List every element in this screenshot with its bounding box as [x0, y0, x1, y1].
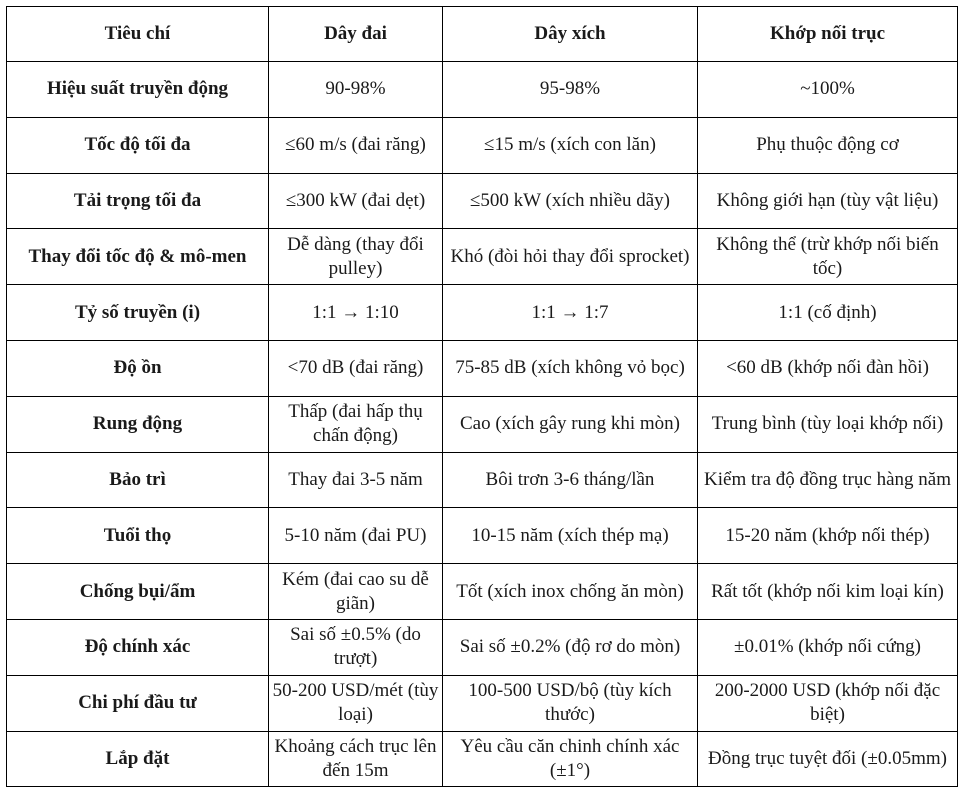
- table-row: [7, 285, 958, 341]
- table-row: [7, 229, 958, 285]
- table-row: [7, 340, 958, 396]
- criterion-cell: Lắp đặt: [7, 731, 269, 787]
- coupling-cell: Phụ thuộc động cơ: [698, 117, 958, 173]
- coupling-cell: Trung bình (tùy loại khớp nối): [698, 396, 958, 452]
- belt-cell: Thay đai 3-5 năm: [269, 452, 443, 508]
- criterion-cell: Rung động: [7, 396, 269, 452]
- chain-cell: Khó (đòi hỏi thay đổi sprocket): [443, 229, 698, 285]
- criterion-cell: Bảo trì: [7, 452, 269, 508]
- chain-cell: Yêu cầu căn chinh chính xác (±1°): [443, 731, 698, 787]
- coupling-cell: Rất tốt (khớp nối kim loại kín): [698, 564, 958, 620]
- chain-cell: ≤500 kW (xích nhiều dãy): [443, 173, 698, 229]
- chain-cell: 75-85 dB (xích không vỏ bọc): [443, 340, 698, 396]
- chain-cell: 10-15 năm (xích thép mạ): [443, 508, 698, 564]
- chain-cell: 1:1 → 1:7: [443, 285, 698, 341]
- coupling-cell: Đồng trục tuyệt đối (±0.05mm): [698, 731, 958, 787]
- criterion-cell: Tải trọng tối đa: [7, 173, 269, 229]
- belt-cell: Sai số ±0.5% (do trượt): [269, 619, 443, 675]
- belt-cell: Dễ dàng (thay đổi pulley): [269, 229, 443, 285]
- coupling-cell: ~100%: [698, 62, 958, 118]
- header-chain: Dây xích: [443, 7, 698, 62]
- coupling-cell: <60 dB (khớp nối đàn hồi): [698, 340, 958, 396]
- criterion-cell: Độ ồn: [7, 340, 269, 396]
- belt-cell: ≤60 m/s (đai răng): [269, 117, 443, 173]
- criterion-cell: Thay đổi tốc độ & mô-men: [7, 229, 269, 285]
- chain-cell: 100-500 USD/bộ (tùy kích thước): [443, 675, 698, 731]
- coupling-cell: 15-20 năm (khớp nối thép): [698, 508, 958, 564]
- chain-cell: Bôi trơn 3-6 tháng/lần: [443, 452, 698, 508]
- chain-cell: Tốt (xích inox chống ăn mòn): [443, 564, 698, 620]
- chain-cell: ≤15 m/s (xích con lăn): [443, 117, 698, 173]
- header-criterion: Tiêu chí: [7, 7, 269, 62]
- criterion-cell: Chi phí đầu tư: [7, 675, 269, 731]
- table-row: [7, 396, 958, 452]
- table-row: [7, 564, 958, 620]
- belt-cell: ≤300 kW (đai dẹt): [269, 173, 443, 229]
- chain-cell: Sai số ±0.2% (độ rơ do mòn): [443, 619, 698, 675]
- belt-cell: 1:1 → 1:10: [269, 285, 443, 341]
- chain-cell: Cao (xích gây rung khi mòn): [443, 396, 698, 452]
- belt-cell: 50-200 USD/mét (tùy loại): [269, 675, 443, 731]
- belt-cell: Kém (đai cao su dễ giãn): [269, 564, 443, 620]
- table-row: [7, 117, 958, 173]
- criterion-cell: Tỷ số truyền (i): [7, 285, 269, 341]
- table-row: [7, 173, 958, 229]
- table-row: [7, 675, 958, 731]
- belt-cell: <70 dB (đai răng): [269, 340, 443, 396]
- coupling-cell: Kiểm tra độ đồng trục hàng năm: [698, 452, 958, 508]
- table-row: [7, 452, 958, 508]
- belt-cell: Thấp (đai hấp thụ chấn động): [269, 396, 443, 452]
- header-belt: Dây đai: [269, 7, 443, 62]
- belt-cell: 90-98%: [269, 62, 443, 118]
- table-row: [7, 731, 958, 787]
- table-row: [7, 62, 958, 118]
- criterion-cell: Tuổi thọ: [7, 508, 269, 564]
- belt-cell: 5-10 năm (đai PU): [269, 508, 443, 564]
- criterion-cell: Tốc độ tối đa: [7, 117, 269, 173]
- table-row: [7, 508, 958, 564]
- coupling-cell: Không giới hạn (tùy vật liệu): [698, 173, 958, 229]
- coupling-cell: 200-2000 USD (khớp nối đặc biệt): [698, 675, 958, 731]
- belt-cell: Khoảng cách trục lên đến 15m: [269, 731, 443, 787]
- criterion-cell: Hiệu suất truyền động: [7, 62, 269, 118]
- coupling-cell: 1:1 (cố định): [698, 285, 958, 341]
- coupling-cell: ±0.01% (khớp nối cứng): [698, 619, 958, 675]
- table-row: [7, 619, 958, 675]
- chain-cell: 95-98%: [443, 62, 698, 118]
- coupling-cell: Không thể (trừ khớp nối biến tốc): [698, 229, 958, 285]
- criterion-cell: Độ chính xác: [7, 619, 269, 675]
- header-coupling: Khớp nối trục: [698, 7, 958, 62]
- header-row: [7, 7, 958, 62]
- criterion-cell: Chống bụi/ẩm: [7, 564, 269, 620]
- comparison-table: [6, 6, 958, 787]
